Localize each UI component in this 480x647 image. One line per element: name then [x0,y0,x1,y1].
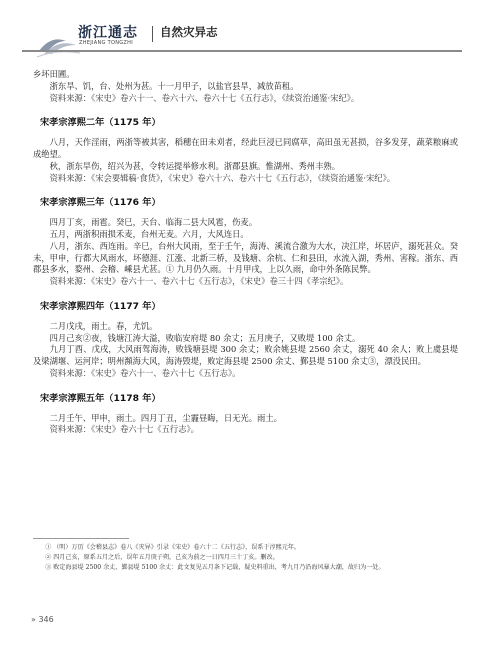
body-paragraph: 九月丁酉、戊戌，大风雨驾海涛，败钱塘县堤 300 余丈；败余姚县堤 2560 余丈，溺死 40 余人；败上虞县堤及梁湖堰、运河岸；明州瀕海大风，海涛毁堤，败定海县堤 2500 余丈、鄞县堤 5100 余丈③，漂没民田。 [33,344,458,367]
footnote-item: ② 四月己亥，原系五月之后，误年五月庚子朔，己亥为前之一日四月三十丁亥。删改。 [45,554,279,561]
header-rule [22,50,462,52]
body-paragraph: 乡坏田圃。 [33,69,75,79]
page-number-value: 346 [38,615,54,624]
brand-title: 浙江通志 [78,25,138,41]
body-paragraph: 四月丁亥，雨雹。癸巳，天台、临海二县大风雹，伤麦。 [49,217,258,228]
body-paragraph: 四月己亥②夜，钱塘江涛大溢，败临安府堤 80 余丈；五月庚子，又败堤 100 余丈。 [49,332,361,343]
year-heading: 宋孝宗淳熙五年（1178 年） [40,392,161,404]
page-header [22,20,462,64]
body-paragraph: 二月戊戌，雨土。春，尤饥。 [49,320,158,331]
header-divider [152,26,153,42]
source-citation: 资料来源：《宋史》卷六十一、卷六十七《五行志》。 [49,367,241,378]
footnote-item: ① （明）万历《会稽县志》卷八《灾异》引录《宋史》卷六十二《五行志》，误系于淳熙元年。 [45,544,301,551]
source-citation: 资料来源：《宋会要辑稿·食货》，《宋史》卷六十六、卷六十七《五行志》，《续资治通鉴·宋纪》。 [49,172,396,183]
year-heading: 宋孝宗淳熙二年（1175 年） [40,117,161,129]
body-paragraph: 二月壬午、甲申，雨土。四月丁丑，尘霾昼晦，日无光。雨土。 [49,412,282,423]
body-paragraph: 秋，浙东旱伤，绍兴为甚，令转运提举修水利。浙郡县旗。惟湖州、秀州丰熟。 [49,160,340,171]
body-paragraph: 五月，两浙积雨损禾麦，台州无麦。六月，大风连日。 [49,228,249,239]
body-paragraph: 浙东旱、饥，台、处州为甚。十一月甲子，以盐官县旱，减放苗租。 [49,80,299,91]
section-title: 自然灾异志 [160,25,218,39]
main-content [33,69,458,436]
footnote-item: ③ 败定海县堤 2500 余丈、鄞县堤 5100 余丈：此文复见五月条下记载，疑史料重出，考九月乃沿海风暴大潮，故归为一处。 [45,564,385,571]
footnote-rule [33,538,129,539]
body-paragraph: 八月，浙东、西连雨。辛巳，台州大风雨，至于壬午，海涛、溪流合激为大水，决江岸，坏居庐，溺死甚众。癸未，甲申，行都大风雨水，坏德涯、江涨、北新三桥，及钱塘、余杭、仁和县田，水流入湖，秀州、害稼。浙东、西郡县多水，婺州、会稽、嵊县尤甚。① 九月仍久雨。十月甲戌，上以久雨，命中外条陈民弊。 [33,240,458,275]
source-citation: 资料来源：《宋史》卷六十七《五行志》。 [49,424,199,435]
body-paragraph: 八月，天作淫雨，两浙等被其害，稻穗在田未刈者，经此巨浸已同腐草，高田虽无甚损，谷多发芽，蔬菜粮麻或成绝望。 [33,137,458,159]
footnotes [33,543,451,573]
year-heading: 宋孝宗淳熙三年（1176 年） [40,197,161,209]
source-citation: 资料来源：《宋史》卷六十一、卷六十七《五行志》，《宋史》卷三十四《孝宗纪》。 [49,276,349,287]
year-heading: 宋孝宗淳熙四年（1177 年） [40,300,161,312]
page-number-marker: » [31,615,36,624]
source-citation: 资料来源：《宋史》卷六十一、卷六十六、卷六十七《五行志》，《续资治通鉴·宋纪》。 [49,92,360,103]
brand-subtitle: ZHEJIANG TONGZHI [79,40,133,46]
page-number [31,615,54,624]
